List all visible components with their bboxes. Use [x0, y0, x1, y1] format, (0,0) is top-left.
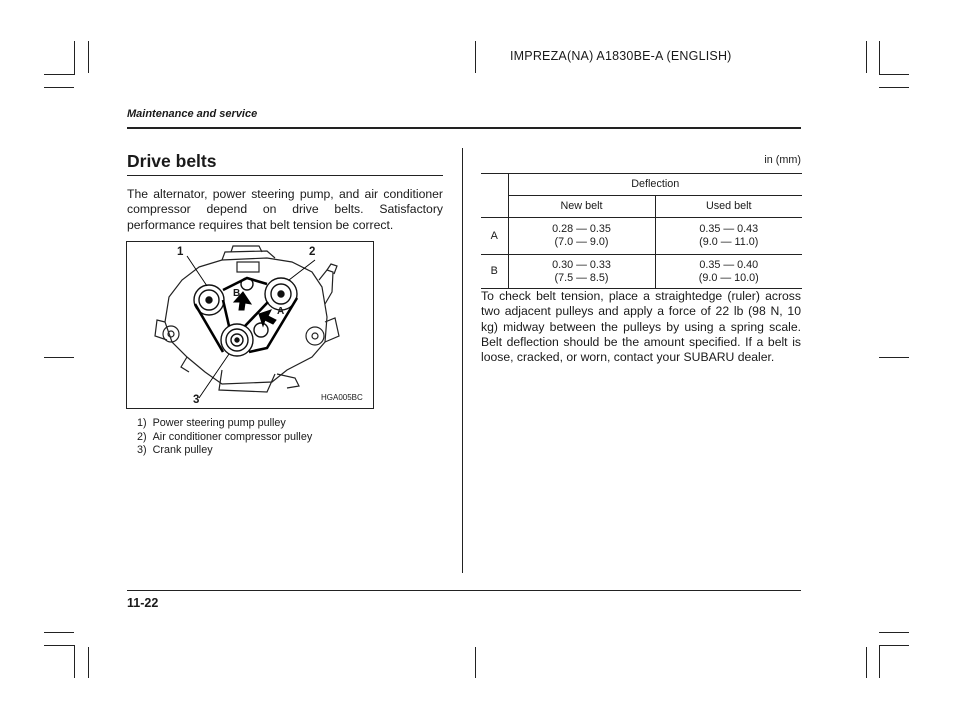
row-label: A [481, 218, 508, 255]
used-belt-value [655, 218, 802, 255]
table-row [481, 255, 802, 289]
engine-drive-belt-illustration [126, 241, 374, 409]
value-mm: (7.5 — 8.5) [554, 271, 609, 284]
callout-3: 3 [193, 394, 200, 406]
callout-1: 1 [177, 246, 184, 258]
callout-2: 2 [309, 246, 316, 258]
row-label: B [481, 255, 508, 289]
column-divider [462, 148, 463, 573]
header-rule [127, 127, 801, 129]
legend-item: 2) Air conditioner compressor pulley [137, 430, 313, 443]
legend-item: 1) Power steering pump pulley [137, 417, 286, 429]
page-title: Drive belts [127, 151, 217, 171]
value-mm: (7.0 — 9.0) [554, 236, 609, 248]
used-belt-value [655, 255, 802, 289]
document-id: IMPREZA(NA) A1830BE-A (ENGLISH) [510, 49, 732, 63]
arrow-label-b: B [233, 288, 241, 299]
table-corner [481, 174, 508, 218]
page-number: 11-22 [127, 596, 159, 610]
new-belt-value [508, 218, 655, 255]
footer-rule [127, 590, 801, 591]
value-mm: (9.0 — 11.0) [699, 236, 759, 248]
value-in: 0.35 — 0.43 [699, 223, 759, 235]
unit-label: in (mm) [764, 154, 801, 166]
belt-deflection-table [481, 173, 802, 289]
figure-code: HGA005BC [321, 393, 363, 402]
new-belt-header: New belt [508, 196, 655, 218]
value-in: 0.35 — 0.40 [699, 258, 759, 271]
figure-legend [137, 417, 312, 458]
engine-drawing [127, 242, 374, 409]
new-belt-value [508, 255, 655, 289]
value-in: 0.28 — 0.35 [552, 223, 611, 235]
section-header: Maintenance and service [127, 108, 258, 120]
title-rule [127, 175, 443, 176]
legend-item: 3) Crank pulley [137, 444, 213, 457]
deflection-header: Deflection [508, 174, 802, 196]
intro-paragraph: The alternator, power steering pump, and air conditioner compressor depend on drive belts. Satisfactory performance requires that belt tension be correct. [127, 187, 443, 232]
belt-check-paragraph: To check belt tension, place a straightedge (ruler) across two adjacent pulleys and apply a force of 22 lb (98 N, 10 kg) midway between the pulleys by using a spring scale. Belt deflection should be the amount specified. If a belt is loose, cracked, or worn, contact your SUBARU dealer. [481, 289, 801, 365]
used-belt-header: Used belt [655, 196, 802, 218]
arrow-label-a: A [277, 306, 285, 317]
value-in: 0.30 — 0.33 [552, 258, 611, 271]
table-row [481, 218, 802, 255]
value-mm: (9.0 — 10.0) [698, 271, 759, 284]
